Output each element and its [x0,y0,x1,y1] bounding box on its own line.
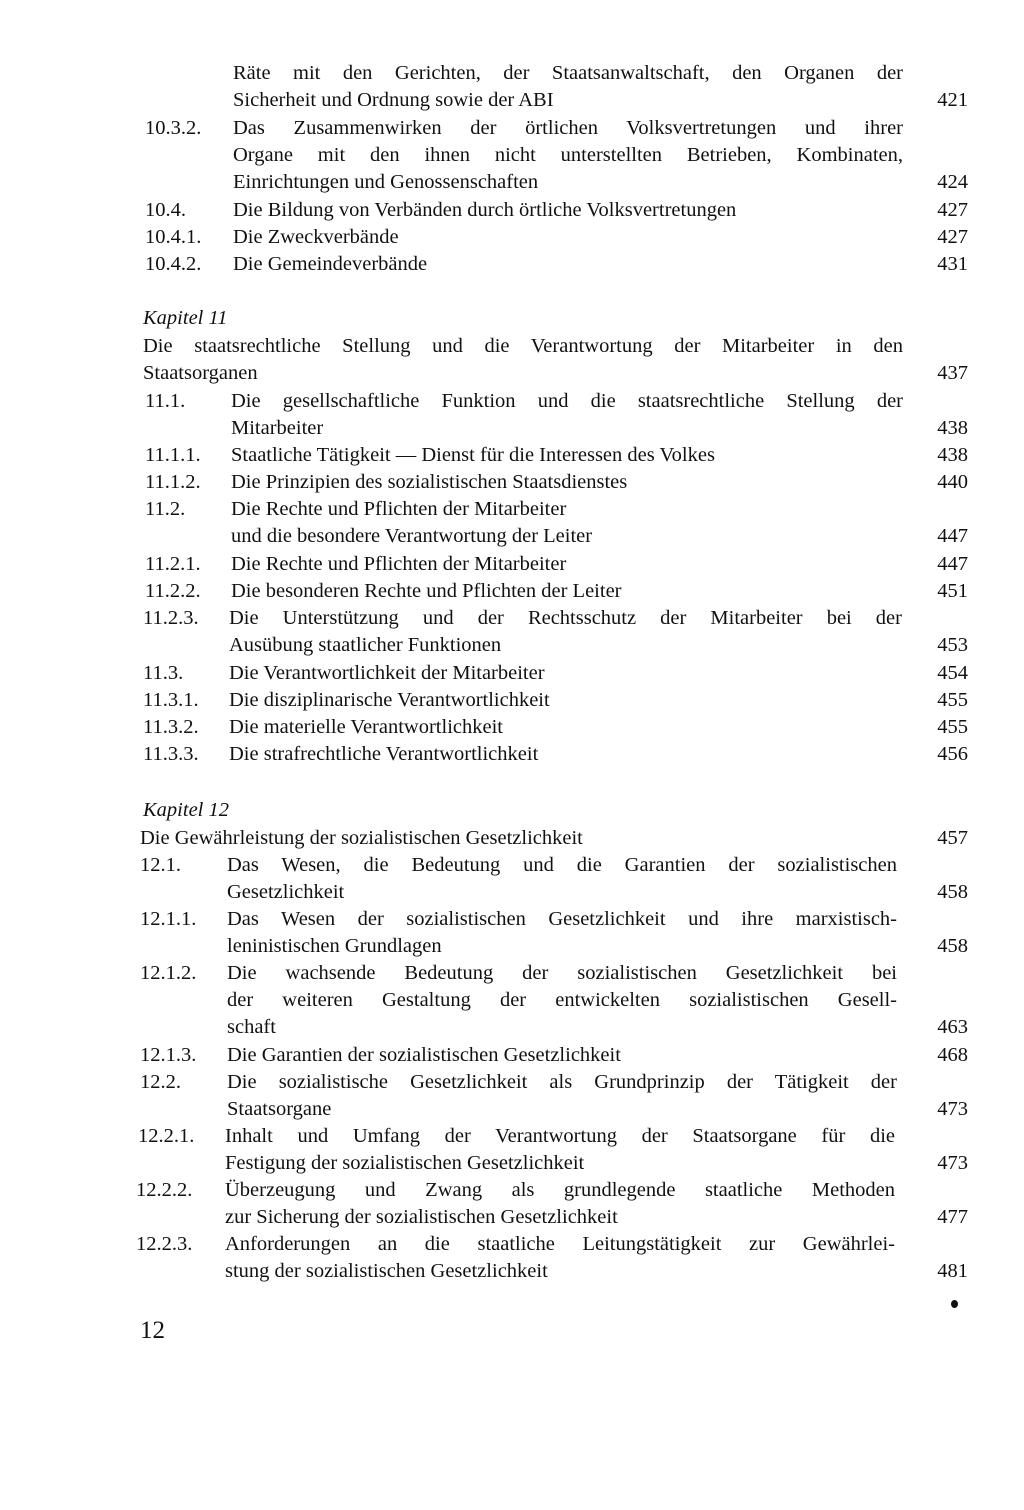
toc-entry-text: zur Sicherung der sozialistischen Gesetzlichkeit [225,1206,618,1228]
page-number: 12 [140,1317,165,1344]
toc-entry-line [0,1014,1024,1041]
toc-entry-text: Die sozialistische Gesetzlichkeit als Grundprinzip der Tätigkeit der [227,1071,897,1093]
toc-entry-text: Staatliche Tätigkeit — Dienst für die Interessen des Volkes [231,444,715,466]
toc-section-number: 10.3.2. [145,117,202,139]
toc-entry-text: Mitarbeiter [231,417,324,439]
toc-entry [0,1231,1024,1258]
toc-section-number: 10.4.2. [145,253,202,275]
toc-entry-text: Die Bildung von Verbänden durch örtliche Volksvertretungen [233,199,737,221]
toc-entry [0,1042,1024,1069]
toc-entry [0,115,1024,142]
toc-entry-line [0,879,1024,906]
toc-page-number: 424 [937,171,968,193]
toc-entry [0,852,1024,879]
toc-page-number: 427 [937,199,968,221]
toc-entry-text: Die Unterstützung und der Rechtsschutz der Mitarbeiter bei der [229,607,902,629]
toc-entry-text: Die besonderen Rechte und Pflichten der Leiter [231,580,622,602]
chapter-label: Kapitel 12 [143,799,229,821]
toc-entry-line [0,142,1024,169]
toc-page-number: 438 [937,417,968,439]
toc-entry-line [0,632,1024,659]
toc-entry-text: schaft [227,1016,276,1038]
toc-entry-line [0,415,1024,442]
toc-entry-text: Die materielle Verantwortlichkeit [229,716,503,738]
toc-page-number: 458 [937,881,968,903]
toc-entry [0,388,1024,415]
toc-page-number: 431 [937,253,968,275]
toc-entry-line [0,1096,1024,1123]
toc-entry [0,197,1024,224]
toc-section-number: 11.2.1. [145,553,201,575]
toc-entry-text: Räte mit den Gerichten, der Staatsanwaltschaft, den Organen der [233,62,903,84]
toc-section-number: 12.2.2. [136,1179,193,1201]
toc-page-number: 457 [937,827,968,849]
toc-section-number: 10.4. [145,199,186,221]
toc-section-number: 12.2.1. [138,1125,195,1147]
toc-section-number: 11.3.3. [143,743,199,765]
toc-entry-text: Festigung der sozialistischen Gesetzlichkeit [225,1152,585,1174]
toc-section-number: 11.1. [145,390,186,412]
toc-entry [0,605,1024,632]
toc-entry [0,714,1024,741]
toc-entry-line [0,87,1024,114]
toc-page-number: 477 [937,1206,968,1228]
toc-section-number: 11.3. [143,662,184,684]
ink-spot [951,1300,958,1308]
toc-page-number: 458 [937,935,968,957]
toc-entry-text: Die strafrechtliche Verantwortlichkeit [229,743,539,765]
toc-section-number: 11.2. [145,498,186,520]
toc-entry [0,1069,1024,1096]
toc-entry-text: Die disziplinarische Verantwortlichkeit [229,689,550,711]
toc-page-number: 447 [937,553,968,575]
toc-entry-text: stung der sozialistischen Gesetzlichkeit [225,1260,548,1282]
toc-entry [0,660,1024,687]
toc-section-number: 12.2. [140,1071,181,1093]
toc-page-number: 454 [937,662,968,684]
toc-entry-text: Die wachsende Bedeutung der sozialistischen Gesetzlichkeit bei [227,962,897,984]
toc-section-number: 12.1. [140,854,181,876]
toc-entry-line [0,1204,1024,1231]
toc-section-number: 11.2.2. [145,580,201,602]
toc-section-number: 12.2.3. [136,1233,193,1255]
toc-entry-line [0,169,1024,196]
toc-entry-text: der weiteren Gestaltung der entwickelten sozialistischen Gesell- [227,989,897,1011]
toc-section-number: 11.1.1. [145,444,201,466]
toc-page-number: 427 [937,226,968,248]
toc-section-number: 11.3.2. [143,716,199,738]
toc-entry-text: Einrichtungen und Genossenschaften [233,171,539,193]
toc-entry [0,496,1024,523]
toc-entry-text: Organe mit den ihnen nicht unterstellten Betrieben, Kombinaten, [233,144,903,166]
chapter-label: Kapitel 11 [143,307,228,329]
chapter-title-line [0,360,1024,387]
toc-entry-text: Gesetzlichkeit [227,881,345,903]
toc-entry-text: und die besondere Verantwortung der Leiter [231,525,593,547]
toc-section-number: 11.3.1. [143,689,199,711]
chapter-title: Die Gewährleistung der sozialistischen Gesetzlichkeit [140,827,583,849]
toc-entry-line [0,987,1024,1014]
toc-entry-text: Überzeugung und Zwang als grundlegende staatliche Methoden [225,1179,895,1201]
toc-entry-text: Die Garantien der sozialistischen Gesetzlichkeit [227,1044,621,1066]
toc-entry-text: Staatsorgane [227,1098,332,1120]
toc-page-number: 473 [937,1098,968,1120]
toc-entry [0,1177,1024,1204]
toc-entry-text: Die gesellschaftliche Funktion und die staatsrechtliche Stellung der [231,390,903,412]
toc-entry [0,1123,1024,1150]
toc-entry-text: Die Prinzipien des sozialistischen Staatsdienstes [231,471,628,493]
toc-entry-text: Die Rechte und Pflichten der Mitarbeiter [231,553,567,575]
toc-entry-text: Inhalt und Umfang der Verantwortung der Staatsorgane für die [225,1125,895,1147]
toc-section-number: 12.1.3. [140,1044,197,1066]
toc-entry-line [0,933,1024,960]
toc-page-number: 463 [937,1016,968,1038]
toc-entry [0,251,1024,278]
toc-entry [0,469,1024,496]
toc-entry-text: Ausübung staatlicher Funktionen [229,634,502,656]
toc-entry [0,687,1024,714]
toc-page-number: 468 [937,1044,968,1066]
toc-page-number: 440 [937,471,968,493]
toc-entry-line [0,523,1024,550]
toc-page-number: 453 [937,634,968,656]
toc-page-number: 473 [937,1152,968,1174]
toc-section-number: 12.1.1. [140,908,197,930]
toc-entry-text: leninistischen Grundlagen [227,935,442,957]
toc-page-number: 455 [937,716,968,738]
toc-entry-text: Das Wesen der sozialistischen Gesetzlichkeit und ihre marxistisch- [227,908,897,930]
toc-entry-text: Sicherheit und Ordnung sowie der ABI [233,89,554,111]
toc-page-number: 451 [937,580,968,602]
toc-entry-line [0,1258,1024,1285]
toc-entry-line [0,60,1024,87]
toc-page-number: 447 [937,525,968,547]
toc-entry [0,906,1024,933]
toc-page-number: 481 [937,1260,968,1282]
toc-entry [0,960,1024,987]
toc-entry-text: Das Wesen, die Bedeutung und die Garantien der sozialistischen [227,854,897,876]
toc-entry-text: Die Gemeindeverbände [233,253,428,275]
toc-section-number: 11.1.2. [145,471,201,493]
toc-entry [0,578,1024,605]
toc-entry [0,551,1024,578]
toc-entry-text: Anforderungen an die staatliche Leitungstätigkeit zur Gewährlei- [225,1233,895,1255]
chapter-title: Die staatsrechtliche Stellung und die Verantwortung der Mitarbeiter in den [143,335,903,357]
toc-section-number: 11.2.3. [143,607,199,629]
toc-entry [0,442,1024,469]
toc-entry-text: Die Verantwortlichkeit der Mitarbeiter [229,662,545,684]
toc-entry-text: Das Zusammenwirken der örtlichen Volksvertretungen und ihrer [233,117,903,139]
chapter-title-line [0,825,1024,852]
toc-entry-text: Die Rechte und Pflichten der Mitarbeiter [231,498,567,520]
toc-entry [0,741,1024,768]
chapter-title: Staatsorganen [143,362,258,384]
toc-section-number: 10.4.1. [145,226,202,248]
toc-section-number: 12.1.2. [140,962,197,984]
toc-entry [0,224,1024,251]
toc-page-number: 455 [937,689,968,711]
toc-page-number: 437 [937,362,968,384]
toc-entry-line [0,1150,1024,1177]
toc-page-number: 421 [937,89,968,111]
toc-page-number: 456 [937,743,968,765]
toc-entry-text: Die Zweckverbände [233,226,399,248]
toc-page-number: 438 [937,444,968,466]
